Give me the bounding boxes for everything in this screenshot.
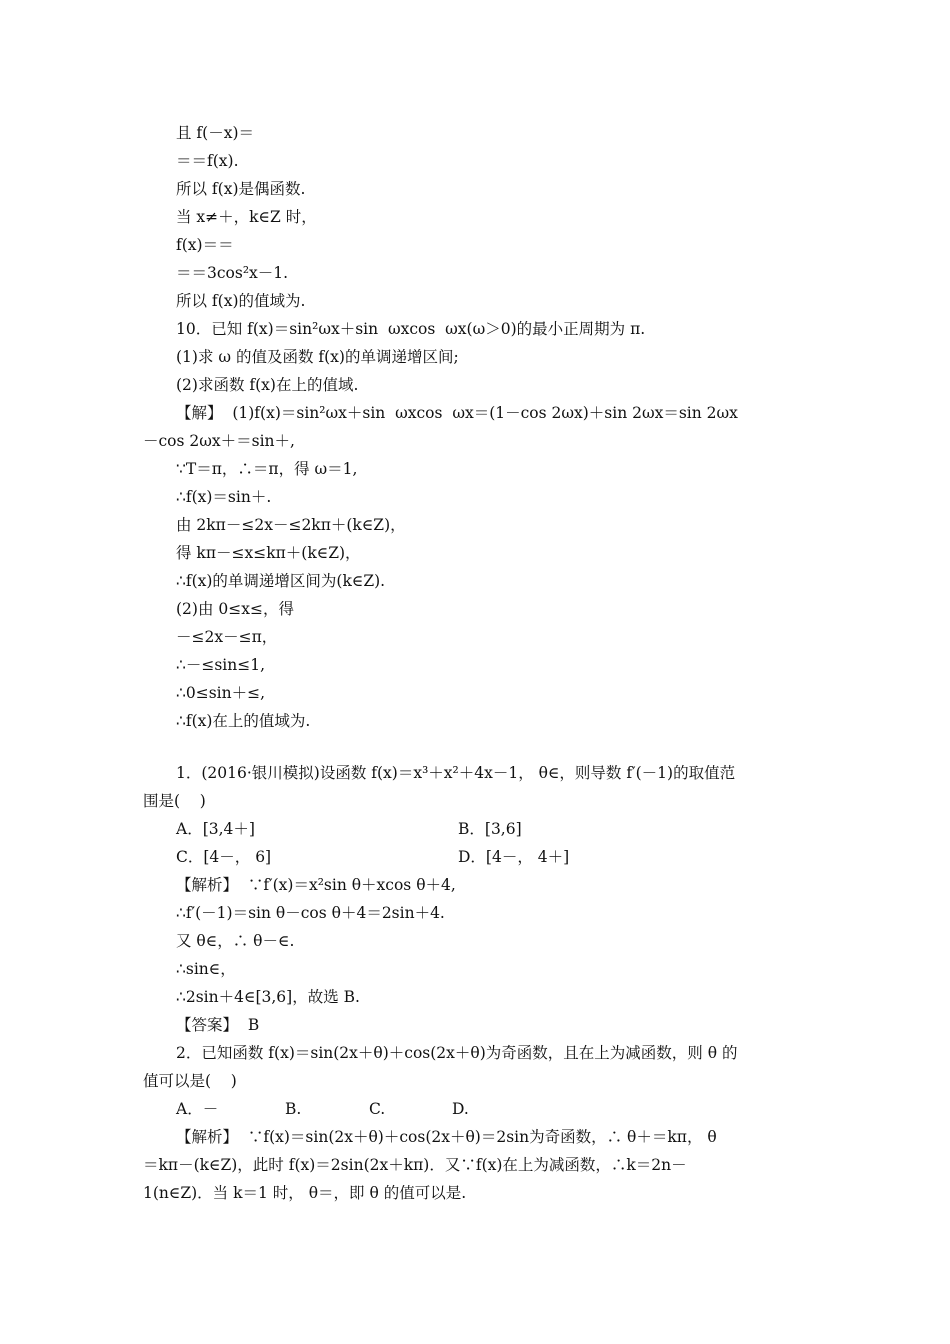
text-line: 所以 f(x)的值域为. bbox=[176, 292, 306, 310]
text-line: 值可以是( ) bbox=[143, 1072, 237, 1090]
option-b: B. bbox=[285, 1100, 302, 1118]
text-line: ＝＝3cos²x－1. bbox=[176, 264, 289, 282]
text-line: ＝kπ－(k∈Z)，此时 f(x)＝2sin(2x＋kπ)．又∵f(x)在上为减函数，∴k＝2n－ bbox=[143, 1156, 687, 1174]
text-line: (2)由 0≤x≤，得 bbox=[176, 600, 294, 618]
option-b: B．[3,6] bbox=[458, 820, 522, 838]
text-line: －cos 2ωx＋＝sin＋, bbox=[143, 432, 295, 450]
text-line: ∵T＝π，∴＝π，得 ω＝1, bbox=[176, 460, 358, 478]
text-line: ＝＝f(x). bbox=[176, 152, 239, 170]
text-line: 1．(2016·银川模拟)设函数 f(x)＝x³＋x²＋4x－1， θ∈，则导数 f′(－1)的取值范 bbox=[176, 764, 736, 782]
text-line: ∴f′(－1)＝sin θ－cos θ＋4＝2sin＋4. bbox=[176, 904, 445, 922]
text-line: 由 2kπ－≤2x－≤2kπ＋(k∈Z)， bbox=[176, 516, 406, 534]
option-a: A．[3,4＋] bbox=[176, 820, 255, 838]
text-line: 且 f(－x)＝ bbox=[176, 124, 254, 142]
option-c: C. bbox=[369, 1100, 386, 1118]
text-line: (1)求 ω 的值及函数 f(x)的单调递增区间; bbox=[176, 348, 459, 366]
text-line: －≤2x－≤π， bbox=[176, 628, 278, 646]
text-line: ∴－≤sin≤1, bbox=[176, 656, 266, 674]
text-line: 【解析】 ∵f(x)＝sin(2x＋θ)＋cos(2x＋θ)＝2sin为奇函数，∴ θ＋＝kπ， θ bbox=[176, 1128, 717, 1146]
text-line: ∴f(x)在上的值域为. bbox=[176, 712, 311, 730]
text-line: 2．已知函数 f(x)＝sin(2x＋θ)＋cos(2x＋θ)为奇函数，且在上为减函数，则 θ 的 bbox=[176, 1044, 738, 1062]
text-line: ∴2sin＋4∈[3,6]，故选 B. bbox=[176, 988, 360, 1006]
text-line: 围是( ) bbox=[143, 792, 206, 810]
text-line: 所以 f(x)是偶函数. bbox=[176, 180, 306, 198]
option-d: D．[4－， 4＋] bbox=[458, 848, 570, 866]
text-line: f(x)＝＝ bbox=[176, 236, 234, 254]
text-line: 当 x≠＋，k∈Z 时， bbox=[176, 208, 317, 226]
text-line: 1(n∈Z)．当 k＝1 时， θ＝，即 θ 的值可以是. bbox=[143, 1184, 467, 1202]
text-line: 得 kπ－≤x≤kπ＋(k∈Z)， bbox=[176, 544, 361, 562]
text-line: 【解析】 ∵f′(x)＝x²sin θ＋xcos θ＋4, bbox=[176, 876, 456, 894]
option-a: A．－ bbox=[176, 1100, 219, 1118]
text-line: (2)求函数 f(x)在上的值域. bbox=[176, 376, 359, 394]
option-d: D. bbox=[452, 1100, 469, 1118]
text-line: ∴f(x)的单调递增区间为(k∈Z). bbox=[176, 572, 386, 590]
text-line: ∴0≤sin＋≤, bbox=[176, 684, 266, 702]
text-line: 又 θ∈，∴ θ－∈. bbox=[176, 932, 295, 950]
answer-line: 【答案】 B bbox=[176, 1016, 260, 1034]
text-line: 10．已知 f(x)＝sin²ωx＋sin ωxcos ωx(ω＞0)的最小正周期为 π. bbox=[176, 320, 646, 338]
text-line: ∴sin∈， bbox=[176, 960, 236, 978]
option-c: C．[4－， 6] bbox=[176, 848, 272, 866]
text-line: ∴f(x)＝sin＋. bbox=[176, 488, 272, 506]
text-line: 【解】 (1)f(x)＝sin²ωx＋sin ωxcos ωx＝(1－cos 2ωx)＋sin 2ωx＝sin 2ωx bbox=[176, 404, 738, 422]
